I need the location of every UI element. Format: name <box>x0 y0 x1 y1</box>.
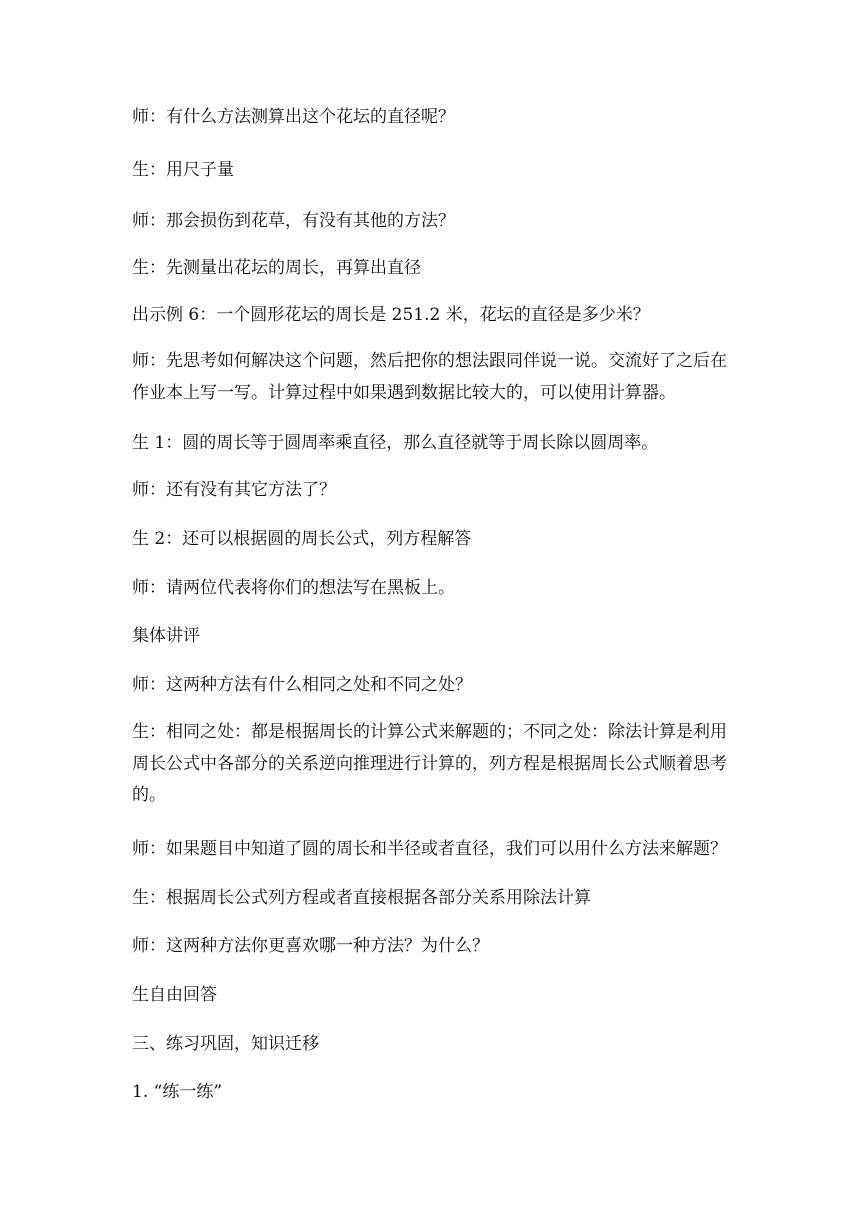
paragraph-free-answer: 生自由回答 <box>132 985 217 1005</box>
paragraph-teacher-other: 师：还有没有其它方法了？ <box>132 480 336 500</box>
paragraph-student-method: 生：先测量出花坛的周长，再算出直径 <box>132 258 421 278</box>
paragraph-teacher-instruction: 师：先思考如何解决这个问题，然后把你的想法跟同伴说一说。交流好了之后在 作业本上写一写。计算过程中如果遇到数据比较大的，可以使用计算器。 <box>132 351 727 403</box>
list-item-practice: 1. “练一练” <box>132 1082 223 1102</box>
paragraph-teacher-compare: 师：这两种方法有什么相同之处和不同之处？ <box>132 675 472 695</box>
paragraph-student-formula: 生：根据周长公式列方程或者直接根据各部分关系用除法计算 <box>132 888 591 908</box>
paragraph-example: 出示例 6：一个圆形花坛的周长是 251.2 米，花坛的直径是多少米？ <box>132 305 650 325</box>
paragraph-student-2: 生 2：还可以根据圆的周长公式，列方程解答 <box>132 529 472 549</box>
paragraph-review: 集体讲评 <box>132 626 200 646</box>
section-heading-practice: 三、练习巩固，知识迁移 <box>132 1034 319 1054</box>
paragraph-teacher-blackboard: 师：请两位代表将你们的想法写在黑板上。 <box>132 578 455 598</box>
paragraph-teacher-followup: 师：那会损伤到花草，有没有其他的方法？ <box>132 211 455 231</box>
paragraph-teacher-known: 师：如果题目中知道了圆的周长和半径或者直径，我们可以用什么方法来解题？ <box>132 839 727 859</box>
paragraph-student-1: 生 1：圆的周长等于圆周率乘直径，那么直径就等于周长除以圆周率。 <box>132 433 659 453</box>
paragraph-teacher-preference: 师：这两种方法你更喜欢哪一种方法？为什么？ <box>132 936 489 956</box>
paragraph-teacher-question: 师：有什么方法测算出这个花坛的直径呢？ <box>132 107 455 127</box>
paragraph-student-compare: 生：相同之处：都是根据周长的计算公式来解题的；不同之处：除法计算是利用 周长公式中各部分的关系逆向推理进行计算的，列方程是根据周长公式顺着思考 的。 <box>132 722 727 805</box>
paragraph-student-answer: 生：用尺子量 <box>132 160 234 180</box>
